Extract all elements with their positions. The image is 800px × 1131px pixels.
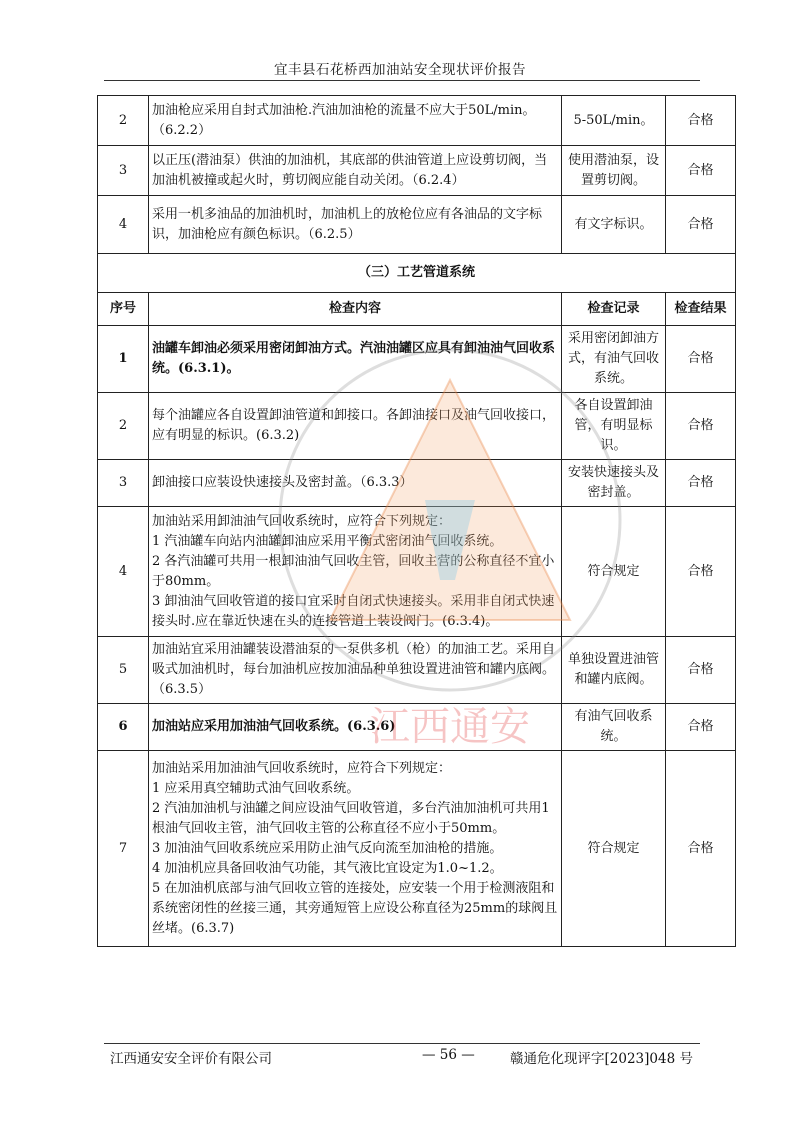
column-header-result: 检查结果 bbox=[666, 293, 736, 326]
row-result: 合格 bbox=[666, 326, 736, 393]
row-content: 以正压(潜油泵）供油的加油机，其底部的供油管道上应设剪切阀，当加油机被撞或起火时，剪切阀应能自动关闭。（6.2.4） bbox=[149, 146, 562, 196]
row-number: 3 bbox=[98, 460, 149, 507]
row-record: 5-50L/min。 bbox=[562, 96, 666, 146]
table-row bbox=[98, 460, 736, 507]
row-number: 6 bbox=[98, 704, 149, 751]
row-content: 加油站宜采用油罐装设潜油泵的一泵供多机（枪）的加油工艺。采用自吸式加油机时，每台加油机应按加油品种单独设置进油管和罐内底阀。（6.3.5） bbox=[149, 637, 562, 704]
row-record: 有油气回收系统。 bbox=[562, 704, 666, 751]
row-number: 1 bbox=[98, 326, 149, 393]
row-number: 2 bbox=[98, 393, 149, 460]
row-record: 各自设置卸油管，有明显标识。 bbox=[562, 393, 666, 460]
watermark-text-red: 江西通安 bbox=[370, 704, 530, 750]
footer-rule bbox=[104, 1043, 700, 1044]
row-record: 采用密闭卸油方式，有油气回收系统。 bbox=[562, 326, 666, 393]
table-row bbox=[98, 146, 736, 196]
table-row bbox=[98, 704, 736, 751]
footer-page-number: — 56 — bbox=[422, 1047, 475, 1063]
row-content: 油罐车卸油必须采用密闭卸油方式。汽油油罐区应具有卸油油气回收系统。(6.3.1)。 bbox=[149, 326, 562, 393]
row-result: 合格 bbox=[666, 637, 736, 704]
table-row bbox=[98, 196, 736, 254]
row-record: 使用潜油泵，设置剪切阀。 bbox=[562, 146, 666, 196]
row-number: 2 bbox=[98, 96, 149, 146]
content-line: 3 加油油气回收系统应采用防止油气反向流至加油枪的措施。 bbox=[152, 840, 503, 856]
row-content: 加油枪应采用自封式加油枪.汽油加油枪的流量不应大于50L/min。（6.2.2） bbox=[149, 96, 562, 146]
content-line: 5 在加油机底部与油气回收立管的连接处，应安装一个用于检测液阻和系统密闭性的丝接三通，其旁通短管上应设公称直径为25mm的球阀且丝堵。(6.3.7) bbox=[152, 880, 558, 936]
content-line: 2 各汽油罐可共用一根卸油油气回收主管，回收主营的公称直径不宜小于80mm。 bbox=[152, 553, 555, 589]
content-line: 1 应采用真空辅助式油气回收系统。 bbox=[152, 780, 360, 796]
row-content: 卸油接口应装设快速接头及密封盖。（6.3.3） bbox=[149, 460, 562, 507]
row-content: 加油站应采用加油油气回收系统。(6.3.6) bbox=[149, 704, 562, 751]
row-content: 每个油罐应各自设置卸油管道和卸接口。各卸油接口及油气回收接口，应有明显的标识。(6.3.2) bbox=[149, 393, 562, 460]
footer-company: 江西通安安全评价有限公司 bbox=[110, 1051, 272, 1067]
table-row bbox=[98, 507, 736, 637]
content-line: 加油站采用卸油油气回收系统时，应符合下列规定： bbox=[152, 513, 452, 529]
row-number: 7 bbox=[98, 751, 149, 947]
column-header-record: 检查记录 bbox=[562, 293, 666, 326]
section-title: （三）工艺管道系统 bbox=[98, 254, 736, 293]
page-header-title: 宜丰县石花桥西加油站安全现状评价报告 bbox=[274, 62, 526, 78]
row-result: 合格 bbox=[666, 507, 736, 637]
row-content: 采用一机多油品的加油机时，加油机上的放枪位应有各油品的文字标识，加油枪应有颜色标识。（6.2.5） bbox=[149, 196, 562, 254]
row-result: 合格 bbox=[666, 393, 736, 460]
footer-document-number: 赣通危化现评字[2023]048 号 bbox=[510, 1051, 693, 1067]
content-line: 3 卸油油气回收管道的接口宜采时自闭式快速接头。采用非自闭式快速接头时.应在靠近快速在头的连接管道上装设阀门。(6.3.4)。 bbox=[152, 593, 555, 629]
row-number: 4 bbox=[98, 507, 149, 637]
table-row bbox=[98, 326, 736, 393]
row-record: 单独设置进油管和罐内底阀。 bbox=[562, 637, 666, 704]
row-number: 3 bbox=[98, 146, 149, 196]
row-result: 合格 bbox=[666, 460, 736, 507]
row-number: 4 bbox=[98, 196, 149, 254]
table-row bbox=[98, 637, 736, 704]
row-number: 5 bbox=[98, 637, 149, 704]
row-result: 合格 bbox=[666, 196, 736, 254]
row-content-list bbox=[149, 507, 562, 637]
row-content-list bbox=[149, 751, 562, 947]
row-result: 合格 bbox=[666, 751, 736, 947]
table-row bbox=[98, 96, 736, 146]
row-result: 合格 bbox=[666, 146, 736, 196]
section-row bbox=[98, 254, 736, 293]
inspection-table bbox=[97, 95, 736, 947]
content-line: 2 汽油加油机与油罐之间应设油气回收管道，多台汽油加油机可共用1根油气回收主管，油气回收主管的公称直径不应小于50mm。 bbox=[152, 800, 550, 836]
header-rule bbox=[104, 80, 700, 81]
content-line: 1 汽油罐车向站内油罐卸油应采用平衡式密闭油气回收系统。 bbox=[152, 533, 503, 549]
table-row bbox=[98, 751, 736, 947]
content-line: 4 加油机应具备回收油气功能，其气液比宜设定为1.0~1.2。 bbox=[152, 860, 503, 876]
table-row bbox=[98, 393, 736, 460]
column-header-num: 序号 bbox=[98, 293, 149, 326]
row-record: 安装快速接头及密封盖。 bbox=[562, 460, 666, 507]
row-result: 合格 bbox=[666, 704, 736, 751]
row-record: 符合规定 bbox=[562, 751, 666, 947]
column-header-content: 检查内容 bbox=[149, 293, 562, 326]
column-header-row bbox=[98, 293, 736, 326]
row-record: 有文字标识。 bbox=[562, 196, 666, 254]
row-result: 合格 bbox=[666, 96, 736, 146]
content-line: 加油站采用加油油气回收系统时，应符合下列规定： bbox=[152, 760, 452, 776]
row-record: 符合规定 bbox=[562, 507, 666, 637]
